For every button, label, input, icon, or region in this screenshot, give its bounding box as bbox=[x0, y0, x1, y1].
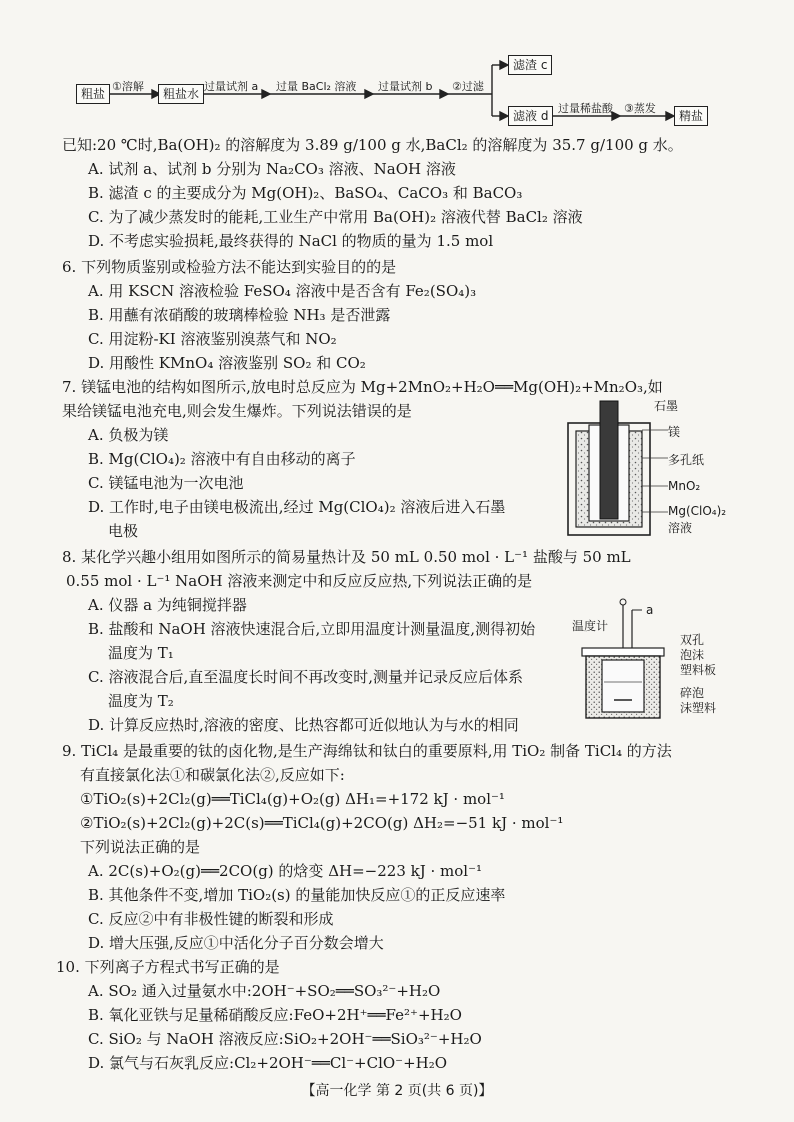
filtrate-d-box: 滤液 d bbox=[508, 106, 553, 126]
hcl-label: 过量稀盐酸 bbox=[558, 102, 613, 115]
q8-option-c-line1: C. 溶液混合后,直至温度长时间不再改变时,测量并记录反应后体系 bbox=[88, 668, 524, 686]
q7-option-d: D. 工作时,电子由镁电极流出,经过 Mg(ClO₄)₂ 溶液后进入石墨 bbox=[88, 498, 506, 516]
q9-option-a: A. 2C(s)+O₂(g)══2CO(g) 的焓变 ΔH=−223 kJ · mol⁻¹ bbox=[88, 862, 483, 880]
fig7-electrolyte-label: Mg(ClO₄)₂ bbox=[668, 504, 727, 518]
fig7-mno2-label: MnO₂ bbox=[668, 479, 701, 493]
q8-option-b-line1: B. 盐酸和 NaOH 溶液快速混合后,立即用温度计测量温度,测得初始 bbox=[88, 620, 536, 638]
q7-option-b: B. Mg(ClO₄)₂ 溶液中有自由移动的离子 bbox=[88, 450, 356, 468]
q6-option-b: B. 用蘸有浓硝酸的玻璃棒检验 NH₃ 是否泄露 bbox=[88, 306, 391, 324]
q9-option-c: C. 反应②中有非极性键的断裂和形成 bbox=[88, 910, 334, 928]
q7-option-d-cont: 电极 bbox=[108, 522, 139, 540]
q5-known: 已知:20 ℃时,Ba(OH)₂ 的溶解度为 3.89 g/100 g 水,BaCl₂ 的溶解度为 35.7 g/100 g 水。 bbox=[62, 136, 683, 154]
q8-option-a: A. 仪器 a 为纯铜搅拌器 bbox=[88, 596, 247, 614]
residue-c-box: 滤渣 c bbox=[508, 55, 552, 75]
fig8-board-label-2: 泡沫 bbox=[680, 648, 705, 662]
fig8-foam-label-1: 碎泡 bbox=[680, 686, 705, 700]
fig7-porous-paper-label: 多孔纸 bbox=[668, 453, 705, 467]
q7-stem-line2: 果给镁锰电池充电,则会发生爆炸。下列说法错误的是 bbox=[62, 402, 412, 420]
q5-option-c: C. 为了减少蒸发时的能耗,工业生产中常用 Ba(OH)₂ 溶液代替 BaCl₂ 溶液 bbox=[88, 208, 583, 226]
q10-option-a: A. SO₂ 通入过量氨水中:2OH⁻+SO₂══SO₃²⁻+H₂O bbox=[88, 982, 441, 1000]
q6-option-a: A. 用 KSCN 溶液检验 FeSO₄ 溶液中是否含有 Fe₂(SO₄)₃ bbox=[88, 282, 477, 300]
q10-option-c: C. SiO₂ 与 NaOH 溶液反应:SiO₂+2OH⁻══SiO₃²⁻+H₂O bbox=[88, 1030, 482, 1048]
fig8-thermometer-label: 温度计 bbox=[572, 619, 609, 633]
q7-stem-line1: 7. 镁锰电池的结构如图所示,放电时总反应为 Mg+2MnO₂+H₂O══Mg(OH)₂+Mn₂O₃,如 bbox=[62, 378, 663, 396]
q8-option-b-line2: 温度为 T₁ bbox=[108, 644, 174, 662]
crude-salt-box: 粗盐 bbox=[76, 84, 110, 104]
reagent-a-label: 过量试剂 a bbox=[204, 80, 259, 93]
dissolve-step-label: ①溶解 bbox=[112, 80, 144, 93]
q7-option-a: A. 负极为镁 bbox=[88, 426, 169, 444]
evaporate-step-label: ③蒸发 bbox=[624, 102, 656, 115]
q5-option-d: D. 不考虑实验损耗,最终获得的 NaCl 的物质的量为 1.5 mol bbox=[88, 232, 494, 250]
q10-option-b: B. 氧化亚铁与足量稀硝酸反应:FeO+2H⁺══Fe²⁺+H₂O bbox=[88, 1006, 462, 1024]
calorimeter-diagram bbox=[578, 596, 668, 726]
q10-option-d: D. 氯气与石灰乳反应:Cl₂+2OH⁻══Cl⁻+ClO⁻+H₂O bbox=[88, 1054, 448, 1072]
fig8-board-label-3: 塑料板 bbox=[680, 663, 717, 677]
q8-option-d: D. 计算反应热时,溶液的密度、比热容都可近似地认为与水的相同 bbox=[88, 716, 519, 734]
q9-option-d: D. 增大压强,反应①中活化分子百分数会增大 bbox=[88, 934, 384, 952]
footer-text: 【高一化学 第 2 页(共 6 页)】 bbox=[301, 1083, 493, 1099]
q6-option-d: D. 用酸性 KMnO₄ 溶液鉴别 SO₂ 和 CO₂ bbox=[88, 354, 366, 372]
q9-prompt: 下列说法正确的是 bbox=[80, 838, 201, 856]
process-flowchart bbox=[0, 0, 794, 135]
fig7-magnesium-label: 镁 bbox=[668, 425, 681, 439]
q9-equation-2: ②TiO₂(s)+2Cl₂(g)+2C(s)══TiCl₄(g)+2CO(g) ΔH₂=−51 kJ · mol⁻¹ bbox=[80, 814, 564, 832]
q9-option-b: B. 其他条件不变,增加 TiO₂(s) 的量能加快反应①的正反应速率 bbox=[88, 886, 506, 904]
q6-stem: 6. 下列物质鉴别或检验方法不能达到实验目的的是 bbox=[62, 258, 397, 276]
q9-equation-1: ①TiO₂(s)+2Cl₂(g)══TiCl₄(g)+O₂(g) ΔH₁=+172 kJ · mol⁻¹ bbox=[80, 790, 505, 808]
reagent-b-label: 过量试剂 b bbox=[378, 80, 433, 93]
q6-option-c: C. 用淀粉-KI 溶液鉴别溴蒸气和 NO₂ bbox=[88, 330, 337, 348]
q8-option-c-line2: 温度为 T₂ bbox=[108, 692, 174, 710]
q7-option-c: C. 镁锰电池为一次电池 bbox=[88, 474, 244, 492]
q9-stem-line2: 有直接氯化法①和碳氯化法②,反应如下: bbox=[80, 766, 345, 784]
q10-stem: 10. 下列离子方程式书写正确的是 bbox=[56, 958, 280, 976]
q5-option-b: B. 滤渣 c 的主要成分为 Mg(OH)₂、BaSO₄、CaCO₃ 和 BaCO₃ bbox=[88, 184, 523, 202]
q8-stem-line1: 8. 某化学兴趣小组用如图所示的简易量热计及 50 mL 0.50 mol · L⁻¹ 盐酸与 50 mL bbox=[62, 548, 631, 566]
filter-step-label: ②过滤 bbox=[452, 80, 484, 93]
q9-stem-line1: 9. TiCl₄ 是最重要的钛的卤化物,是生产海绵钛和钛白的重要原料,用 TiO₂ 制备 TiCl₄ 的方法 bbox=[62, 742, 672, 760]
fig8-board-label-1: 双孔 bbox=[680, 633, 705, 647]
fig8-foam-label-2: 沫塑料 bbox=[680, 701, 717, 715]
fig7-graphite-label: 石墨 bbox=[654, 399, 679, 413]
q5-option-a: A. 试剂 a、试剂 b 分别为 Na₂CO₃ 溶液、NaOH 溶液 bbox=[88, 160, 456, 178]
crude-brine-box: 粗盐水 bbox=[158, 84, 204, 104]
q8-stem-line2: 0.55 mol · L⁻¹ NaOH 溶液来测定中和反应反应热,下列说法正确的是 bbox=[66, 572, 533, 590]
refined-salt-box: 精盐 bbox=[674, 106, 708, 126]
page-footer bbox=[0, 1080, 794, 1100]
fig7-leader-lines bbox=[640, 400, 670, 530]
bacl2-label: 过量 BaCl₂ 溶液 bbox=[276, 80, 357, 93]
fig8-a-label: a bbox=[646, 603, 654, 617]
fig7-electrolyte-label-2: 溶液 bbox=[668, 521, 693, 535]
